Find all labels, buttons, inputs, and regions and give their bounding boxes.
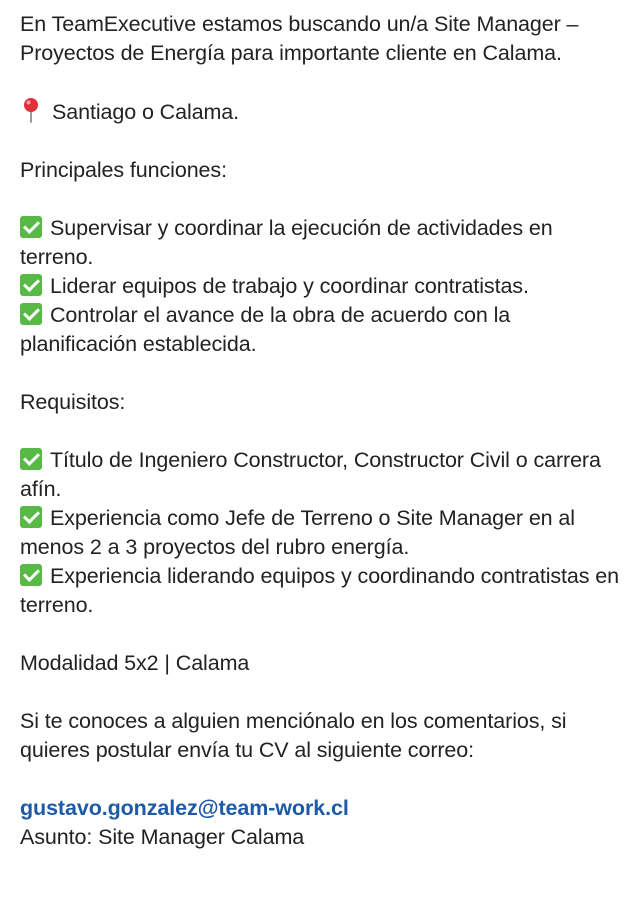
round-pushpin-icon bbox=[20, 97, 42, 123]
check-mark-button-icon bbox=[20, 216, 42, 238]
functions-heading: Principales funciones: bbox=[20, 158, 227, 182]
post-location bbox=[20, 97, 620, 127]
function-item bbox=[20, 214, 620, 272]
check-mark-button-icon bbox=[20, 448, 42, 470]
email-link[interactable]: gustavo.gonzalez@team-work.cl bbox=[20, 796, 349, 820]
subject-line: Asunto: Site Manager Calama bbox=[20, 825, 305, 849]
requirement-text: Experiencia liderando equipos y coordinando contratistas en terreno. bbox=[20, 564, 619, 617]
function-text: Supervisar y coordinar la ejecución de actividades en terreno. bbox=[20, 216, 553, 269]
function-item bbox=[20, 301, 620, 359]
location-text: Santiago o Calama. bbox=[52, 100, 240, 124]
function-text: Liderar equipos de trabajo y coordinar contratistas. bbox=[50, 274, 529, 298]
check-mark-button-icon bbox=[20, 564, 42, 586]
requirements-heading: Requisitos: bbox=[20, 390, 126, 414]
check-mark-button-icon bbox=[20, 274, 42, 296]
check-mark-button-icon bbox=[20, 303, 42, 325]
requirement-text: Experiencia como Jefe de Terreno o Site Manager en al menos 2 a 3 proyectos del rubro energía. bbox=[20, 506, 575, 559]
requirement-item bbox=[20, 446, 620, 504]
call-to-action-text: Si te conoces a alguien menciónalo en los comentarios, si quieres postular envía tu CV al siguiente correo: bbox=[20, 709, 567, 762]
modality-text: Modalidad 5x2 | Calama bbox=[20, 651, 250, 675]
email-line bbox=[20, 794, 620, 823]
post-intro: En TeamExecutive estamos buscando un/a Site Manager – Proyectos de Energía para importante cliente en Calama. bbox=[20, 12, 579, 65]
function-text: Controlar el avance de la obra de acuerdo con la planificación establecida. bbox=[20, 303, 511, 356]
requirement-item bbox=[20, 504, 620, 562]
check-mark-button-icon bbox=[20, 506, 42, 528]
requirement-text: Título de Ingeniero Constructor, Constructor Civil o carrera afín. bbox=[20, 448, 601, 501]
requirement-item bbox=[20, 562, 620, 620]
function-item bbox=[20, 272, 620, 301]
job-post bbox=[20, 10, 620, 852]
